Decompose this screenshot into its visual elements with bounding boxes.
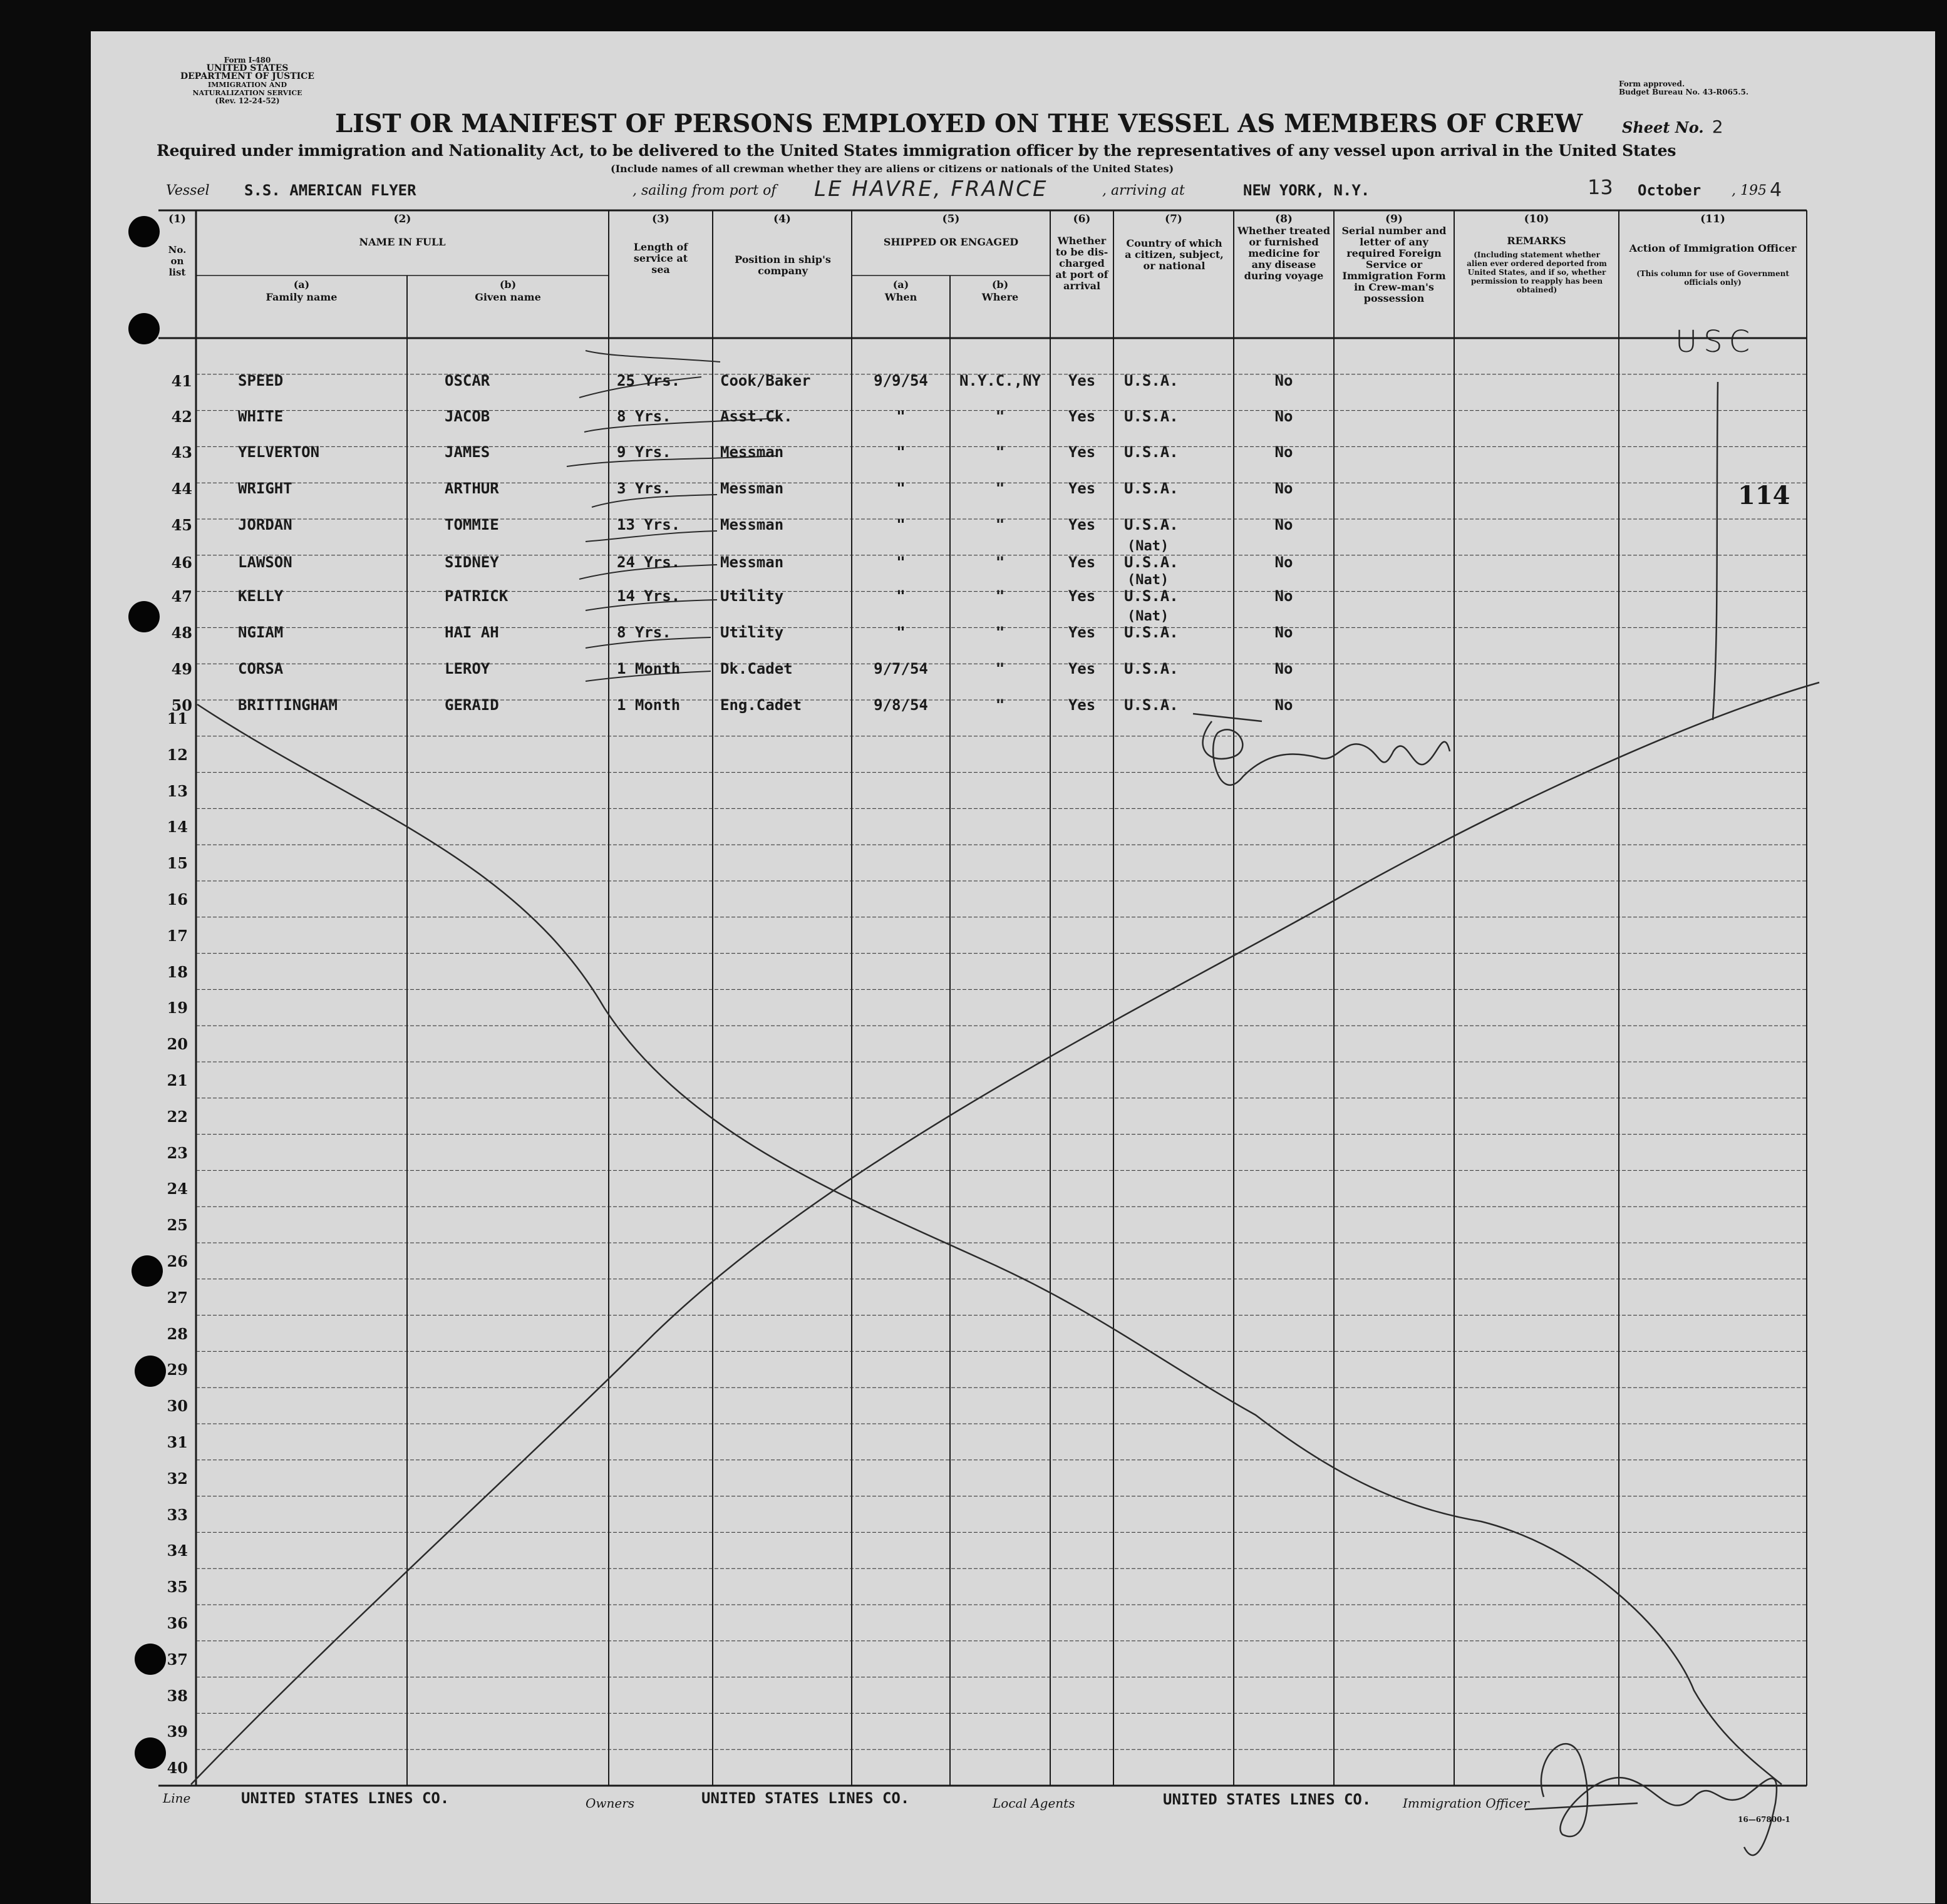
given-name: GERAID bbox=[445, 696, 499, 714]
shipped-when: 9/8/54 bbox=[874, 696, 928, 714]
discharged: Yes bbox=[1068, 660, 1096, 677]
agents-value: UNITED STATES LINES CO. bbox=[1163, 1791, 1371, 1808]
shipped-when: " bbox=[896, 553, 906, 571]
row-number: 46 bbox=[171, 553, 192, 572]
line-number: 40 bbox=[167, 1759, 188, 1778]
line-number: 27 bbox=[167, 1288, 188, 1307]
table-grid bbox=[91, 31, 1935, 1903]
shipped-where: " bbox=[995, 660, 1005, 677]
line-number: 20 bbox=[167, 1035, 188, 1054]
punch-hole bbox=[135, 1356, 166, 1387]
family-name: LAWSON bbox=[238, 553, 292, 571]
shipped-when: " bbox=[896, 408, 906, 425]
discharged: Yes bbox=[1068, 480, 1096, 497]
col9-number: (9) bbox=[1385, 213, 1403, 225]
shipped-where: N.Y.C.,NY bbox=[959, 372, 1041, 389]
year-digit: 4 bbox=[1770, 179, 1782, 201]
col1-number: (1) bbox=[168, 213, 186, 225]
row-number: 45 bbox=[171, 516, 192, 534]
medicine: No bbox=[1274, 443, 1293, 461]
col9-label: Serial number and letter of any required Foreign Service or Immigration Form in Crew-man's possession bbox=[1341, 225, 1447, 304]
position: Cook/Baker bbox=[720, 372, 811, 389]
col4-number: (4) bbox=[773, 213, 791, 225]
family-name: KELLY bbox=[238, 587, 284, 605]
position: Messman bbox=[720, 480, 784, 497]
col5b-sub: (b) bbox=[991, 279, 1009, 291]
service-length: 1 Month bbox=[617, 660, 681, 677]
discharged: Yes bbox=[1068, 587, 1096, 605]
line-number: 25 bbox=[167, 1216, 188, 1235]
department: UNITED STATES DEPARTMENT OF JUSTICE bbox=[180, 63, 314, 81]
owners-value: UNITED STATES LINES CO. bbox=[701, 1789, 910, 1807]
line-number: 30 bbox=[167, 1397, 188, 1416]
given-name: JACOB bbox=[445, 408, 490, 425]
country: U.S.A. bbox=[1124, 372, 1179, 389]
medicine: No bbox=[1274, 624, 1293, 641]
col10-note: (Including statement whether alien ever ordered deported from United States, and if so, whether permission to reapply has been obtained) bbox=[1467, 250, 1607, 294]
manifest-sheet bbox=[91, 31, 1935, 1903]
arrival-month: October bbox=[1638, 182, 1702, 199]
arrival-port: NEW YORK, N.Y. bbox=[1243, 182, 1370, 199]
medicine: No bbox=[1274, 480, 1293, 497]
family-name: SPEED bbox=[238, 372, 284, 389]
col4-label: Position in ship's company bbox=[735, 254, 831, 277]
col7-label: Country of which a citizen, subject, or national bbox=[1125, 237, 1224, 272]
service-name: IMMIGRATION AND NATURALIZATION SERVICE bbox=[192, 81, 302, 97]
year-prefix: , 195 bbox=[1732, 183, 1767, 198]
position: Eng.Cadet bbox=[720, 696, 802, 714]
given-name: ARTHUR bbox=[445, 480, 499, 497]
naturalized-mark: (Nat) bbox=[1127, 538, 1169, 554]
service-length: 13 Yrs. bbox=[617, 516, 681, 533]
shipped-when: 9/7/54 bbox=[874, 660, 928, 677]
col2-label: NAME IN FULL bbox=[359, 236, 446, 248]
naturalized-mark: (Nat) bbox=[1127, 572, 1169, 588]
row-number: 44 bbox=[171, 480, 192, 498]
given-name: TOMMIE bbox=[445, 516, 499, 533]
sheet-label: Sheet No. bbox=[1622, 118, 1704, 136]
position: Asst.Ck. bbox=[720, 408, 793, 425]
line-number: 37 bbox=[167, 1650, 188, 1669]
line-number: 12 bbox=[167, 745, 188, 764]
position: Utility bbox=[720, 587, 784, 605]
given-name: HAI AH bbox=[445, 624, 499, 641]
shipped-where: " bbox=[995, 553, 1005, 571]
medicine: No bbox=[1274, 408, 1293, 425]
sailing-label: , sailing from port of bbox=[633, 183, 777, 198]
line-number: 31 bbox=[167, 1433, 188, 1451]
shipped-when: " bbox=[896, 624, 906, 641]
col7-number: (7) bbox=[1165, 213, 1182, 225]
naturalized-mark: (Nat) bbox=[1127, 609, 1169, 624]
col10-number: (10) bbox=[1524, 213, 1549, 225]
vessel-label: Vessel bbox=[166, 183, 210, 198]
col8-number: (8) bbox=[1275, 213, 1293, 225]
country: U.S.A. bbox=[1124, 587, 1179, 605]
service-length: 9 Yrs. bbox=[617, 443, 671, 461]
punch-hole bbox=[135, 1644, 166, 1675]
service-length: 24 Yrs. bbox=[617, 553, 681, 571]
line-number: 22 bbox=[167, 1107, 188, 1126]
page-title: LIST OR MANIFEST OF PERSONS EMPLOYED ON THE VESSEL AS MEMBERS OF CREW bbox=[335, 109, 1583, 138]
discharged: Yes bbox=[1068, 408, 1096, 425]
shipped-where: " bbox=[995, 516, 1005, 533]
country: U.S.A. bbox=[1124, 696, 1179, 714]
row-number: 41 bbox=[171, 372, 192, 390]
shipped-where: " bbox=[995, 624, 1005, 641]
col8-label: Whether treated or furnished medicine for any disease during voyage bbox=[1237, 225, 1331, 282]
position: Messman bbox=[720, 516, 784, 533]
line-number: 24 bbox=[167, 1180, 188, 1198]
col3-number: (3) bbox=[652, 213, 669, 225]
punch-hole bbox=[128, 313, 160, 344]
family-name: CORSA bbox=[238, 660, 284, 677]
col5a-sub: (a) bbox=[892, 279, 909, 291]
medicine: No bbox=[1274, 516, 1293, 533]
col1-label: No. on list bbox=[168, 244, 187, 278]
col11-number: (11) bbox=[1700, 213, 1725, 225]
col5b-label: Where bbox=[981, 291, 1019, 303]
line-number: 38 bbox=[167, 1686, 188, 1705]
discharged: Yes bbox=[1068, 624, 1096, 641]
line-number: 26 bbox=[167, 1252, 188, 1270]
country: U.S.A. bbox=[1124, 480, 1179, 497]
line-number: 18 bbox=[167, 962, 188, 981]
medicine: No bbox=[1274, 553, 1293, 571]
country: U.S.A. bbox=[1124, 660, 1179, 677]
line-number: 32 bbox=[167, 1469, 188, 1488]
line-number: 35 bbox=[167, 1578, 188, 1597]
row-number: 50 bbox=[171, 696, 192, 714]
position: Messman bbox=[720, 443, 784, 461]
family-name: JORDAN bbox=[238, 516, 292, 533]
given-name: LEROY bbox=[445, 660, 490, 677]
given-name: JAMES bbox=[445, 443, 490, 461]
col6-number: (6) bbox=[1073, 213, 1091, 225]
discharged: Yes bbox=[1068, 443, 1096, 461]
family-name: NGIAM bbox=[238, 624, 284, 641]
medicine: No bbox=[1274, 372, 1293, 389]
col11-label: Action of Immigration Officer bbox=[1629, 242, 1797, 254]
col2b-label: Given name bbox=[475, 291, 541, 303]
officer-label: Immigration Officer bbox=[1403, 1796, 1529, 1811]
line-number: 16 bbox=[167, 890, 188, 908]
include-note: (Include names of all crewman whether they are aliens or citizens or nationals of the United States) bbox=[611, 163, 1174, 175]
medicine: No bbox=[1274, 660, 1293, 677]
medicine: No bbox=[1274, 587, 1293, 605]
shipped-where: " bbox=[995, 696, 1005, 714]
print-code: 16—67800-1 bbox=[1738, 1815, 1790, 1824]
sailing-port: LE HAVRE, FRANCE bbox=[814, 177, 1048, 202]
line-number: 19 bbox=[167, 999, 188, 1017]
vessel-name: S.S. AMERICAN FLYER bbox=[244, 182, 416, 199]
shipped-where: " bbox=[995, 480, 1005, 497]
position: Utility bbox=[720, 624, 784, 641]
line-number: 15 bbox=[167, 854, 188, 873]
discharged: Yes bbox=[1068, 553, 1096, 571]
discharged: Yes bbox=[1068, 516, 1096, 533]
line-number: 29 bbox=[167, 1361, 188, 1379]
revision: (Rev. 12-24-52) bbox=[215, 96, 280, 105]
line-number: 11 bbox=[167, 709, 188, 728]
col11-note: (This column for use of Government officials only) bbox=[1636, 269, 1789, 287]
service-length: 25 Yrs. bbox=[617, 372, 681, 389]
row-number: 48 bbox=[171, 624, 192, 642]
agents-label: Local Agents bbox=[993, 1796, 1075, 1811]
line-value: UNITED STATES LINES CO. bbox=[241, 1789, 450, 1807]
line-number: 28 bbox=[167, 1324, 188, 1343]
subtitle: Required under immigration and Nationality Act, to be delivered to the United States immigration officer by the representatives of any vessel upon arrival in the United States bbox=[157, 142, 1676, 160]
given-name: SIDNEY bbox=[445, 553, 499, 571]
col2-number: (2) bbox=[393, 213, 411, 225]
line-number: 36 bbox=[167, 1613, 188, 1632]
budget-bureau: Budget Bureau No. 43-R065.5. bbox=[1619, 88, 1749, 96]
row-number: 43 bbox=[171, 443, 192, 461]
col10-label: REMARKS bbox=[1507, 235, 1566, 247]
line-number: 21 bbox=[167, 1071, 188, 1089]
position: Dk.Cadet bbox=[720, 660, 793, 677]
line-label: Line bbox=[163, 1791, 191, 1806]
col5a-label: When bbox=[884, 291, 917, 303]
line-number: 34 bbox=[167, 1541, 188, 1560]
shipped-when: " bbox=[896, 480, 906, 497]
punch-hole bbox=[128, 601, 160, 632]
country: U.S.A. bbox=[1124, 516, 1179, 533]
shipped-when: 9/9/54 bbox=[874, 372, 928, 389]
line-number: 23 bbox=[167, 1143, 188, 1162]
shipped-where: " bbox=[995, 587, 1005, 605]
shipped-when: " bbox=[896, 516, 906, 533]
col6-label: Whether to be dis-charged at port of arrival bbox=[1055, 235, 1108, 292]
punch-hole bbox=[135, 1737, 166, 1769]
sheet-value: 2 bbox=[1712, 116, 1723, 137]
owners-label: Owners bbox=[586, 1796, 635, 1811]
discharged: Yes bbox=[1068, 696, 1096, 714]
service-length: 3 Yrs. bbox=[617, 480, 671, 497]
col2a-sub: (a) bbox=[293, 279, 310, 291]
country: U.S.A. bbox=[1124, 443, 1179, 461]
col5-number: (5) bbox=[942, 213, 960, 225]
row-number: 49 bbox=[171, 660, 192, 678]
line-number: 17 bbox=[167, 926, 188, 945]
form-number: Form I-480 bbox=[224, 56, 271, 64]
punch-hole bbox=[132, 1255, 163, 1287]
col5-label: SHIPPED OR ENGAGED bbox=[883, 236, 1019, 248]
form-approved: Form approved. bbox=[1619, 80, 1685, 88]
col2b-sub: (b) bbox=[499, 279, 517, 291]
col2a-label: Family name bbox=[266, 291, 338, 303]
service-length: 8 Yrs. bbox=[617, 624, 671, 641]
family-name: WHITE bbox=[238, 408, 284, 425]
shipped-when: " bbox=[896, 443, 906, 461]
shipped-when: " bbox=[896, 587, 906, 605]
line-number: 14 bbox=[167, 818, 188, 836]
line-number: 33 bbox=[167, 1505, 188, 1524]
line-number: 13 bbox=[167, 781, 188, 800]
discharged: Yes bbox=[1068, 372, 1096, 389]
family-name: YELVERTON bbox=[238, 443, 320, 461]
usc-mark: USC bbox=[1675, 324, 1757, 359]
punch-hole bbox=[128, 216, 160, 247]
arrival-day: 13 bbox=[1588, 175, 1613, 199]
line-number: 39 bbox=[167, 1722, 188, 1741]
family-name: WRIGHT bbox=[238, 480, 292, 497]
country: U.S.A. bbox=[1124, 624, 1179, 641]
shipped-where: " bbox=[995, 443, 1005, 461]
given-name: OSCAR bbox=[445, 372, 490, 389]
service-length: 1 Month bbox=[617, 696, 681, 714]
row-number: 42 bbox=[171, 408, 192, 426]
country: U.S.A. bbox=[1124, 408, 1179, 425]
service-length: 14 Yrs. bbox=[617, 587, 681, 605]
country: U.S.A. bbox=[1124, 553, 1179, 571]
family-name: BRITTINGHAM bbox=[238, 696, 338, 714]
col3-label: Length of service at sea bbox=[633, 241, 688, 275]
position: Messman bbox=[720, 553, 784, 571]
shipped-where: " bbox=[995, 408, 1005, 425]
row-number: 47 bbox=[171, 587, 192, 605]
arriving-label: , arriving at bbox=[1102, 183, 1185, 198]
medicine: No bbox=[1274, 696, 1293, 714]
given-name: PATRICK bbox=[445, 587, 509, 605]
service-length: 8 Yrs. bbox=[617, 408, 671, 425]
count-mark: 114 bbox=[1738, 481, 1790, 510]
